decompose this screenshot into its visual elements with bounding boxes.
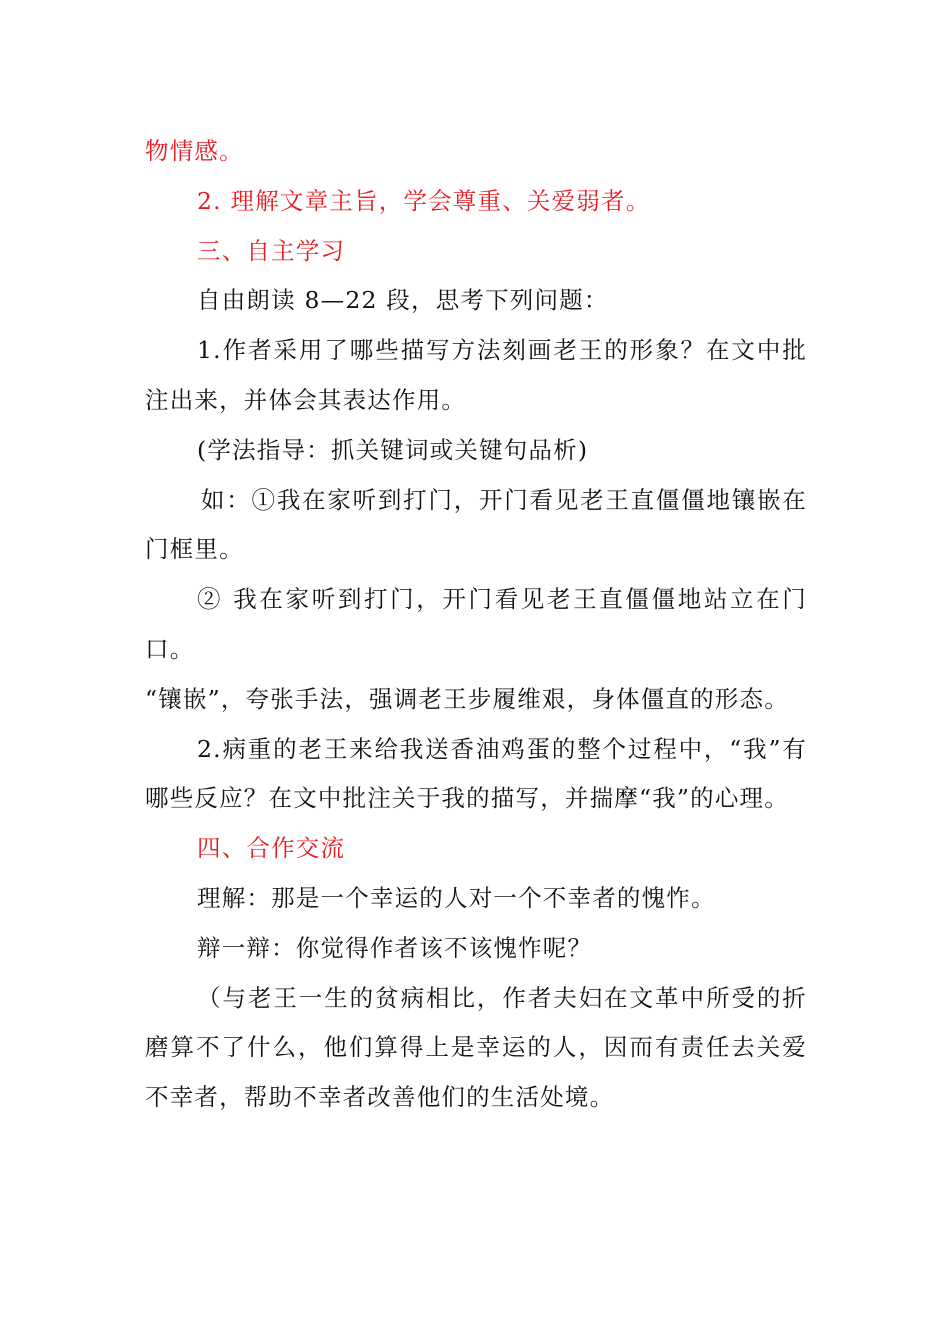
example-2: ② 我在家听到打门，开门看见老王直僵僵地站立在门口。 — [145, 585, 807, 663]
study-tip: (学法指导：抓关键词或关键句品析) — [197, 435, 589, 464]
reading-instruction: 自由朗读 8—22 段，思考下列问题： — [197, 286, 609, 315]
section-heading-self-study: 三、自主学习 — [197, 236, 346, 265]
understanding-line: 理解：那是一个幸运的人对一个不幸者的愧怍。 — [197, 883, 716, 912]
section-heading-cooperation: 四、合作交流 — [197, 834, 346, 863]
debate-question: 辩一辩：你觉得作者该不该愧怍呢？ — [197, 933, 593, 962]
objective-continuation: 物情感。 — [145, 137, 244, 165]
question-1: 1.作者采用了哪些描写方法刻画老王的形象？在文中批注出来，并体会其表达作用。 — [145, 336, 807, 414]
objective-2: 2. 理解文章主旨，学会尊重、关爱弱者。 — [197, 186, 651, 215]
document-body — [145, 127, 807, 1123]
example-analysis: “镶嵌”，夸张手法，强调老王步履维艰，身体僵直的形态。 — [145, 684, 789, 713]
example-1: 如：①我在家听到打门，开门看见老王直僵僵地镶嵌在门框里。 — [145, 485, 807, 564]
debate-answer: （与老王一生的贫病相比，作者夫妇在文革中所受的折磨算不了什么，他们算得上是幸运的人，因而有责任去关爱不幸者，帮助不幸者改善他们的生活处境。 — [145, 983, 807, 1112]
question-2: 2.病重的老王来给我送香油鸡蛋的整个过程中，“我”有哪些反应？在文中批注关于我的描写，并揣摩“我”的心理。 — [145, 734, 807, 813]
